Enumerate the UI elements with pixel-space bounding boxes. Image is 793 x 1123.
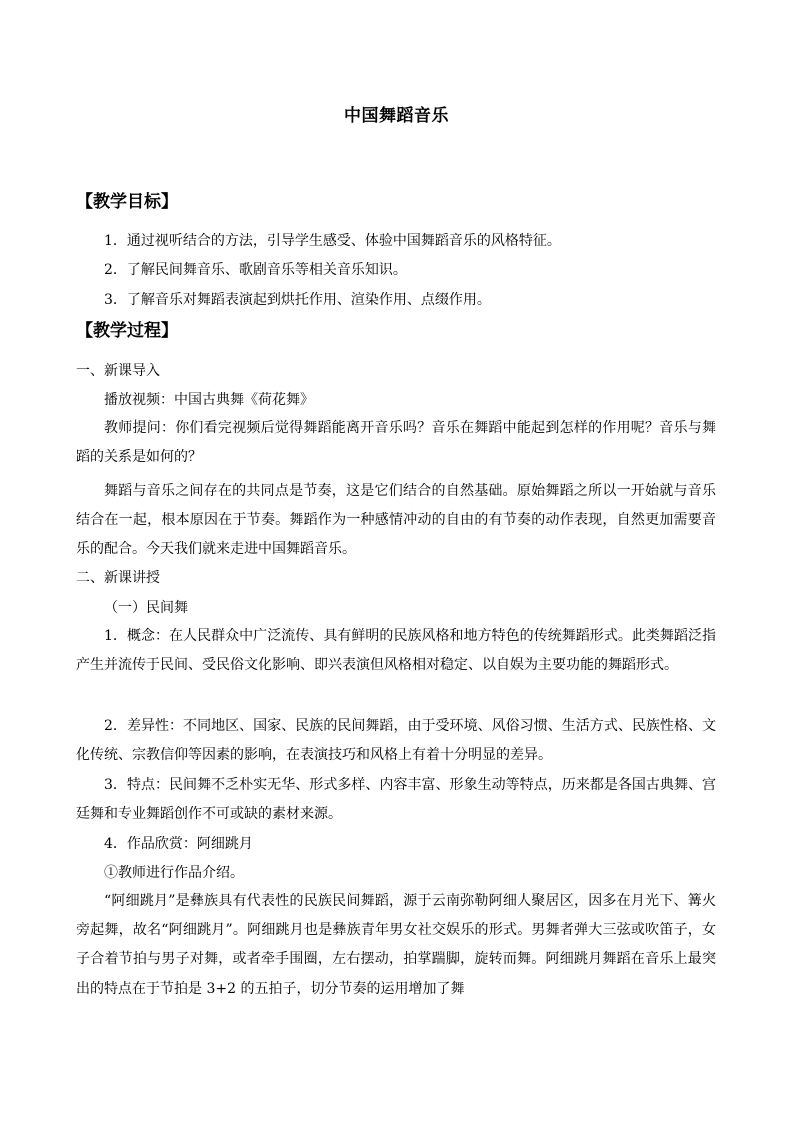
feature-paragraph: 3．特点：民间舞不乏朴实无华、形式多样、内容丰富、形象生动等特点，历来都是各国古典舞、宫廷舞和专业舞蹈创作不可或缺的素材来源。 — [76, 777, 716, 823]
objectives-heading: 【教学目标】 — [76, 192, 178, 212]
sub1-heading: （一）民间舞 — [104, 600, 188, 616]
page-title: 中国舞蹈音乐 — [344, 106, 449, 126]
video-line: 播放视频：中国古典舞《荷花舞》 — [104, 392, 314, 408]
process-heading: 【教学过程】 — [76, 321, 178, 341]
concept-paragraph: 1．概念：在人民群众中广泛流传、具有鲜明的民族风格和地方特色的传统舞蹈形式。此类舞蹈泛指产生并流传于民间、受民俗文化影响、即兴表演但风格相对稳定、以自娱为主要功能的舞蹈形式。 — [76, 628, 716, 674]
intro-step-line: ①教师进行作品介绍。 — [104, 865, 244, 881]
rhythm-paragraph: 舞蹈与音乐之间存在的共同点是节奏，这是它们结合的自然基础。原始舞蹈之所以一开始就与音乐结合在一起，根本原因在于节奏。舞蹈作为一种感情冲动的自由的有节奏的动作表现，自然更加需要音乐的配合。今天我们就来走进中国舞蹈音乐。 — [76, 483, 716, 558]
axi-paragraph: “阿细跳月”是彝族具有代表性的民族民间舞蹈，源于云南弥勒阿细人聚居区，因多在月光下、篝火旁起舞，故名“阿细跳月”。阿细跳月也是彝族青年男女社交娱乐的形式。男舞者弹大三弦或吹笛子，女子合着节拍与男子对舞，或者牵手围圈，左右摆动，拍掌踹脚，旋转而舞。阿细跳月舞蹈在音乐上最突出的特点在于节拍是 3+2 的五拍子，切分节奏的运用增加了舞 — [76, 893, 716, 997]
teacher-question: 教师提问：你们看完视频后觉得舞蹈能离开音乐吗？音乐在舞蹈中能起到怎样的作用呢？音乐与舞蹈的关系是如何的？ — [76, 420, 716, 466]
objective-item-3: 3．了解音乐对舞蹈表演起到烘托作用、渲染作用、点缀作用。 — [104, 292, 491, 308]
difference-paragraph: 2．差异性：不同地区、国家、民族的民间舞蹈，由于受环境、风俗习惯、生活方式、民族性格、文化传统、宗教信仰等因素的影响，在表演技巧和风格上有着十分明显的差异。 — [76, 718, 716, 764]
appreciation-line: 4．作品欣赏：阿细跳月 — [104, 836, 253, 852]
part1-heading: 一、新课导入 — [76, 363, 160, 379]
part2-heading: 二、新课讲授 — [76, 570, 160, 586]
objective-item-2: 2．了解民间舞音乐、歌剧音乐等相关音乐知识。 — [104, 262, 407, 278]
objective-item-1: 1．通过视听结合的方法，引导学生感受、体验中国舞蹈音乐的风格特征。 — [104, 233, 561, 249]
